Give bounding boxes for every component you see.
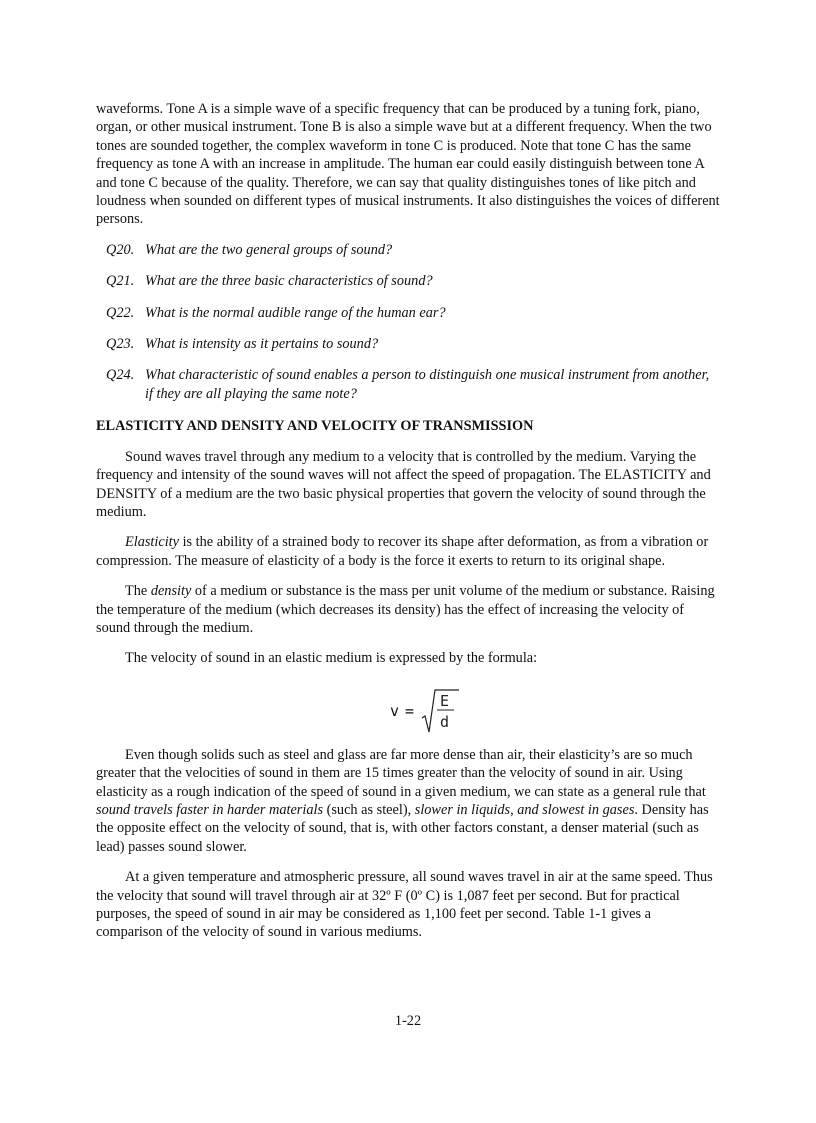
elasticity-text: is the ability of a strained body to recover its shape after deformation, as from a vibration or compression. The measure of elasticity of a body is the force it exerts to return to its original shape. xyxy=(96,534,709,569)
elasticity-term: Elasticity xyxy=(125,534,179,551)
question-text: What are the two general groups of sound? xyxy=(145,241,393,258)
formula-equals: = xyxy=(405,701,415,720)
solids-italic-2: slower in liquids, and slowest in gases xyxy=(414,801,635,818)
question-number: Q22. xyxy=(106,304,135,321)
question-number: Q20. xyxy=(106,241,135,258)
formula-numerator: E xyxy=(440,691,450,710)
question-item xyxy=(106,335,720,353)
question-item xyxy=(106,272,720,290)
velocity-formula xyxy=(96,688,720,734)
question-item xyxy=(106,304,720,322)
question-item xyxy=(106,366,720,403)
question-number: Q21. xyxy=(106,273,135,290)
square-root-symbol xyxy=(420,688,460,734)
question-text: What characteristic of sound enables a person to distinguish one musical instrument from another, if they are all playing the same note? xyxy=(145,367,710,402)
elasticity-paragraph xyxy=(96,533,720,570)
solids-paragraph xyxy=(96,746,720,856)
velocity-paragraph: Sound waves travel through any medium to a velocity that is controlled by the medium. Varying the frequency and intensity of the sound waves will not affect the speed of propagation. The ELASTICITY and DENSITY of a medium are the two basic physical properties that govern the velocity of sound through the medium. xyxy=(96,448,711,520)
formula-lhs: v xyxy=(389,701,399,720)
review-questions xyxy=(96,241,720,403)
formula-denominator: d xyxy=(440,712,450,731)
section-heading: ELASTICITY AND DENSITY AND VELOCITY OF TRANSMISSION xyxy=(96,418,534,435)
formula-expression xyxy=(356,688,460,734)
density-term: density xyxy=(150,583,192,600)
document-page xyxy=(96,100,720,954)
question-number: Q24. xyxy=(106,367,135,384)
question-number: Q23. xyxy=(106,336,135,353)
solids-italic-1: sound travels faster in harder materials xyxy=(96,801,324,818)
solids-text-1: Even though solids such as steel and glass are far more dense than air, their elasticity’s are so much greater that the velocities of sound in them are 15 times greater than the velocity of sound in air. Using elasticity as a rough indication of the speed of sound in a given medium, we can state as a general rule that xyxy=(96,746,706,800)
question-item xyxy=(106,241,720,259)
intro-paragraph: waveforms. Tone A is a simple wave of a specific frequency that can be produced by a tuning fork, piano, organ, or other musical instrument. Tone B is also a simple wave but at a different frequency. When the two tones are sounded together, the complex waveform in tone C is produced. Note that tone C has the same frequency as tone A with an increase in amplitude. The human ear could easily distinguish between tone A and tone C because of the quality. Therefore, we can say that quality distinguishes tones of like pitch and loudness when sounded on different types of musical instruments. It also distinguishes the voices of different persons. xyxy=(96,101,720,228)
question-text: What is the normal audible range of the human ear? xyxy=(145,304,446,321)
density-text: of a medium or substance is the mass per unit volume of the medium or substance. Raising the temperature of the medium (which decreases its density) has the effect of increasing the velocity of sound through the medium. xyxy=(96,583,715,636)
density-lead: The xyxy=(125,583,151,600)
page-number: 1-22 xyxy=(394,1013,422,1029)
solids-text-2: (such as steel), xyxy=(323,801,415,818)
density-paragraph xyxy=(96,582,720,637)
question-text: What are the three basic characteristics of sound? xyxy=(145,273,433,290)
temperature-paragraph: At a given temperature and atmospheric pressure, all sound waves travel in air at the same speed. Thus the velocity that sound will travel through air at 32º F (0º C) is 1,087 feet per second. But for practical purposes, the speed of sound in air may be considered as 1,100 feet per second. Table 1-1 gives a comparison of the velocity of sound in various mediums. xyxy=(96,869,713,941)
question-text: What is intensity as it pertains to sound? xyxy=(145,336,379,353)
solids-text-3: . Density has the opposite effect on the velocity of sound, that is, with other factors constant, a denser material (such as lead) passes sound slower. xyxy=(96,801,709,855)
formula-intro: The velocity of sound in an elastic medium is expressed by the formula: xyxy=(125,650,538,667)
